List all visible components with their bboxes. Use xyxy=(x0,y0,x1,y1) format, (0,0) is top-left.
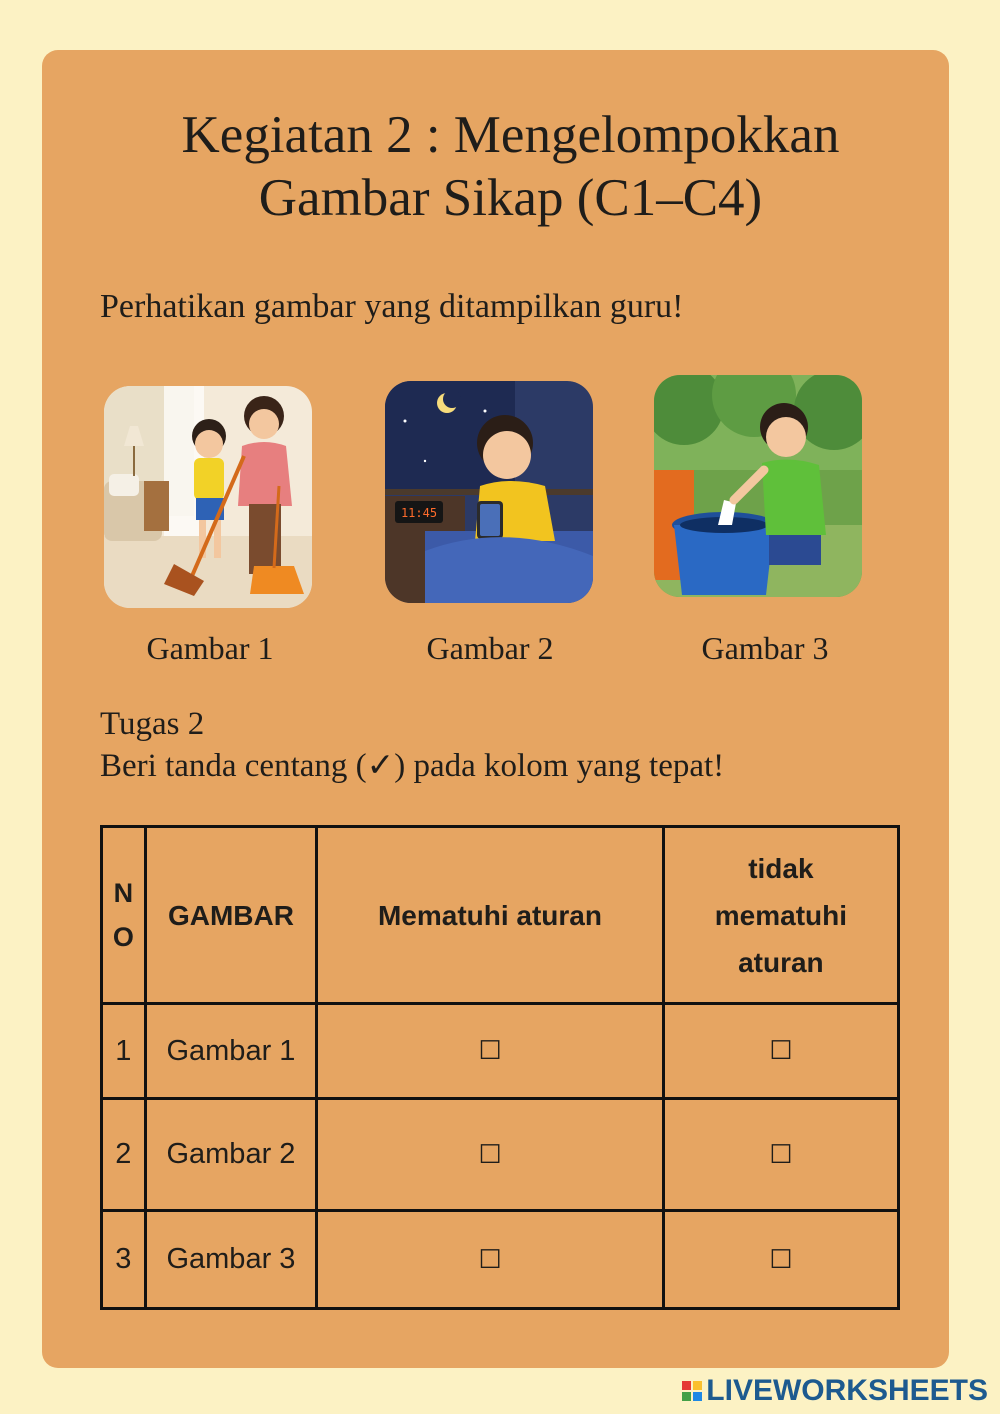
checkbox-comply[interactable]: ☐ xyxy=(317,1004,664,1099)
picture-1-sweeping xyxy=(104,386,312,608)
picture-2-tablet-at-night xyxy=(385,381,593,603)
row-picture: Gambar 3 xyxy=(145,1211,317,1309)
row-picture: Gambar 1 xyxy=(145,1004,317,1099)
logo-icon xyxy=(682,1381,702,1401)
header-gambar: GAMBAR xyxy=(145,827,317,1004)
table-row xyxy=(102,1099,899,1211)
row-number: 2 xyxy=(102,1099,146,1211)
task-text: Beri tanda centang (✓) pada kolom yang tepat! xyxy=(100,748,725,784)
liveworksheets-logo[interactable] xyxy=(682,1374,988,1408)
clock-display: 11:45 xyxy=(400,506,438,520)
checkbox-not-comply[interactable]: ☐ xyxy=(663,1211,898,1309)
checkbox-not-comply[interactable]: ☐ xyxy=(663,1099,898,1211)
row-number: 1 xyxy=(102,1004,146,1099)
checkbox-not-comply[interactable]: ☐ xyxy=(663,1004,898,1099)
answer-table xyxy=(100,825,900,1310)
picture-2-caption: Gambar 2 xyxy=(426,630,554,666)
brand-name: LIVEWORKSHEETS xyxy=(706,1374,988,1407)
title-line-1: Kegiatan 2 : Mengelompokkan xyxy=(181,106,840,164)
instruction-text: Perhatikan gambar yang ditampilkan guru! xyxy=(100,288,684,325)
table-row xyxy=(102,1211,899,1309)
picture-1-caption: Gambar 1 xyxy=(146,630,274,666)
row-number: 3 xyxy=(102,1211,146,1309)
checkbox-comply[interactable]: ☐ xyxy=(317,1211,664,1309)
table-header-row xyxy=(102,827,899,1004)
row-picture: Gambar 2 xyxy=(145,1099,317,1211)
header-comply: Mematuhi aturan xyxy=(317,827,664,1004)
picture-3-caption: Gambar 3 xyxy=(701,630,829,666)
header-no: N O xyxy=(102,827,146,1004)
table-row xyxy=(102,1004,899,1099)
page-title xyxy=(42,104,949,230)
task-block xyxy=(100,703,724,787)
picture-3-trash-bin xyxy=(654,375,862,597)
task-label: Tugas 2 xyxy=(100,706,205,742)
header-not-comply: tidak mematuhi aturan xyxy=(663,827,898,1004)
checkbox-comply[interactable]: ☐ xyxy=(317,1099,664,1211)
title-line-2: Gambar Sikap (C1–C4) xyxy=(258,169,763,227)
